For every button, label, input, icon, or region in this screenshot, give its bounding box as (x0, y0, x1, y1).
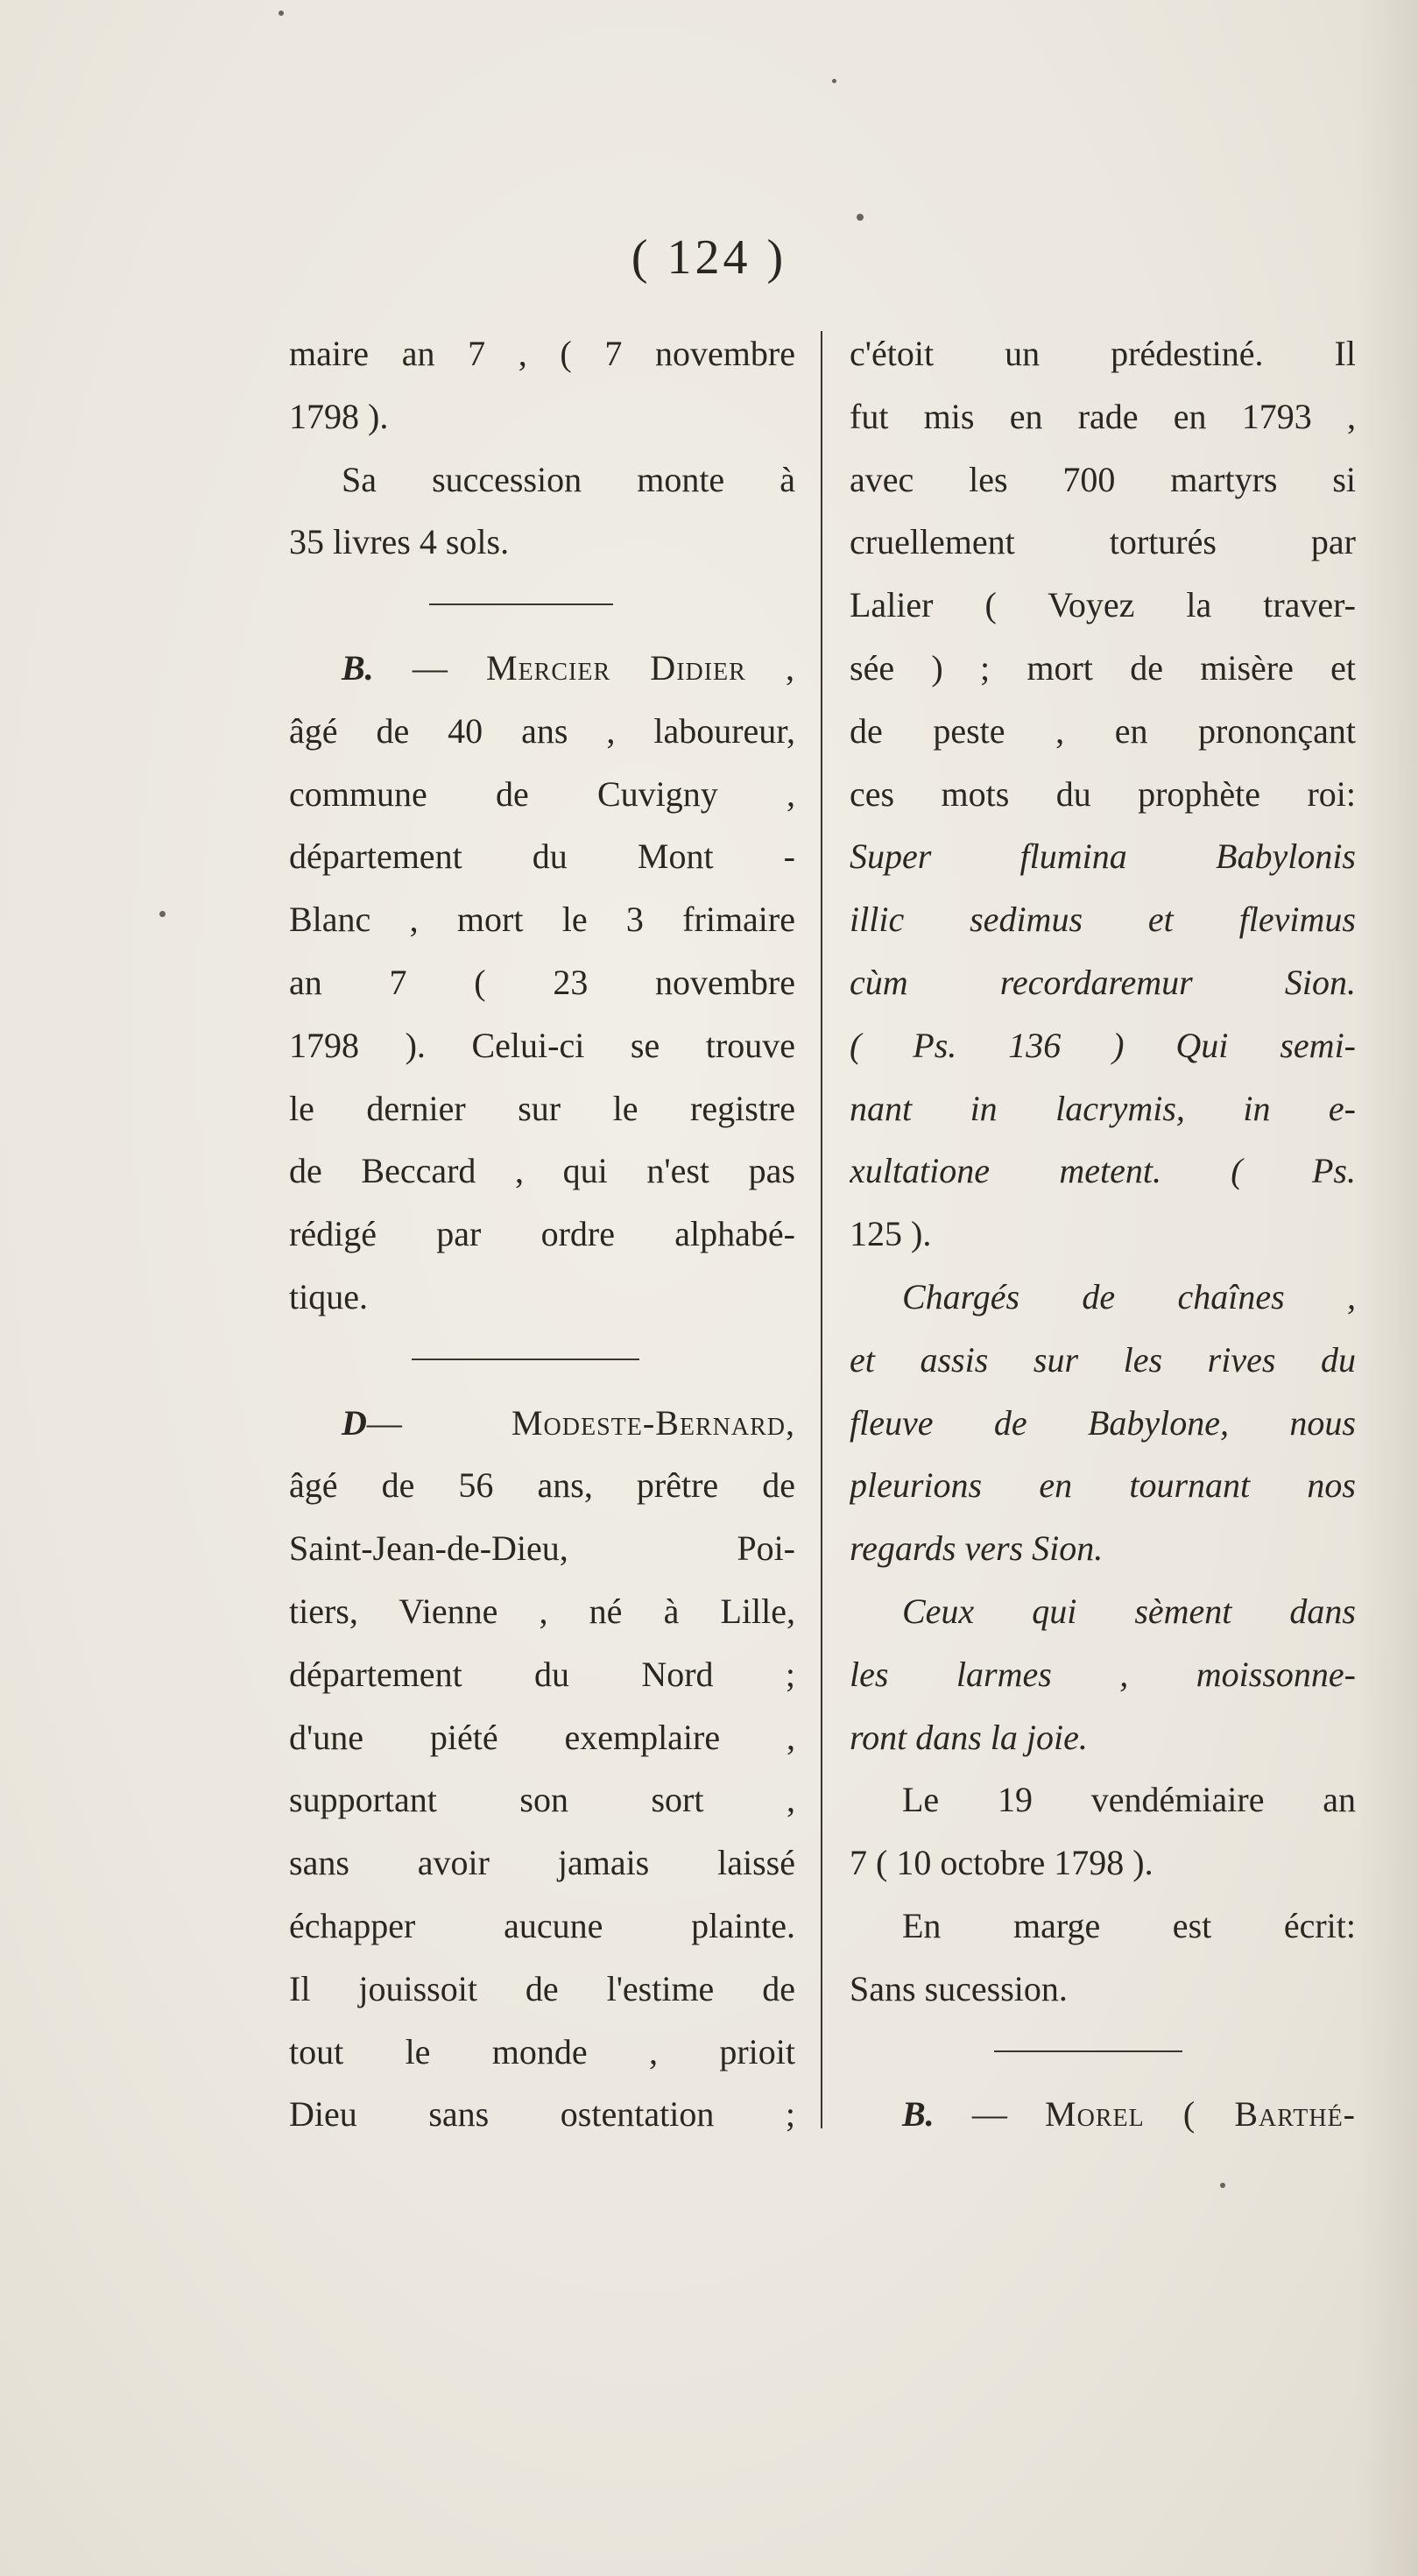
rule-line (412, 1359, 639, 1360)
latin-quote-line: Super flumina Babylonis (850, 836, 1356, 877)
text-line: fut mis en rade en 1793 , (850, 396, 1356, 436)
text-line: 35 livres 4 sols. (289, 522, 510, 562)
text-line: supportant son sort , (289, 1780, 795, 1820)
text-line: rédigé par ordre alphabé- (289, 1214, 795, 1254)
text-line: Lalier ( Voyez la traver- (850, 585, 1356, 625)
page-edge-shadow (1357, 0, 1418, 2576)
latin-quote-line: cùm recordaremur Sion. (850, 962, 1356, 1002)
text-line: de peste , en prononçant (850, 710, 1356, 751)
text-line: commune de Cuvigny , (289, 773, 795, 814)
text-line: 125 ). (850, 1214, 932, 1254)
translation-line: les larmes , moissonne- (850, 1654, 1356, 1694)
entry-name: Morel ( Barthé- (1045, 2094, 1356, 2135)
text-line: Saint-Jean-de-Dieu, Poi- (289, 1528, 795, 1569)
translation-line: ront dans la joie. (850, 1717, 1088, 1757)
text-line: maire an 7 , ( 7 novembre (289, 334, 795, 373)
entry-name: Modeste-Bernard, (511, 1402, 795, 1443)
latin-quote-line: nant in lacrymis, in e- (850, 1088, 1356, 1128)
text-line: tout le monde , prioit (289, 2031, 795, 2071)
latin-quote-line: illic sedimus et flevimus (850, 900, 1356, 940)
text-line: âgé de 56 ans, prêtre de (289, 1465, 795, 1506)
translation-line: Ceux qui sèment dans (902, 1591, 1356, 1631)
text-line: ces mots du prophète roi: (850, 773, 1356, 814)
section-separator (289, 1329, 795, 1392)
text-line: c'étoit un prédestiné. Il (850, 334, 1356, 373)
text-line: Sa succession monte à (342, 459, 795, 499)
text-line: an 7 ( 23 novembre (289, 962, 795, 1002)
entry-letter: D (342, 1402, 367, 1443)
translation-line: et assis sur les rives du (850, 1339, 1356, 1380)
translation-line: fleuve de Babylone, nous (850, 1402, 1356, 1443)
latin-quote-line: xultatione metent. ( Ps. (850, 1151, 1356, 1191)
translation-line: Chargés de chaînes , (902, 1276, 1356, 1316)
text-line: Sans sucession. (850, 1968, 1068, 2008)
text-line: 7 ( 10 octobre 1798 ). (850, 1843, 1153, 1883)
section-separator (289, 574, 795, 637)
text-line: tique. (289, 1276, 368, 1316)
rule-line (994, 2050, 1182, 2052)
text-line: âgé de 40 ans , laboureur, (289, 710, 795, 751)
entry-heading: B. — Morel ( Barthé- (902, 2094, 1356, 2135)
text-line: Dieu sans ostentation ; (289, 2094, 795, 2135)
text-line: sée ) ; mort de misère et (850, 647, 1356, 688)
entry-letter: B. (902, 2094, 935, 2135)
entry-name: Mercier Didier , (486, 647, 795, 688)
text-line: En marge est écrit: (902, 1905, 1356, 1945)
translation-line: regards vers Sion. (850, 1528, 1104, 1569)
latin-quote-line: ( Ps. 136 ) Qui semi- (850, 1025, 1356, 1065)
text-line: département du Mont - (289, 836, 795, 877)
text-line: cruellement torturés par (850, 522, 1356, 562)
text-line: département du Nord ; (289, 1654, 795, 1694)
translation-line: pleurions en tournant nos (850, 1465, 1356, 1506)
text-line: de Beccard , qui n'est pas (289, 1151, 795, 1191)
text-line: sans avoir jamais laissé (289, 1843, 795, 1883)
text-line: Le 19 vendémiaire an (902, 1780, 1356, 1820)
entry-letter: B. (342, 647, 374, 688)
page-number: ( 124 ) (631, 230, 787, 285)
section-separator (850, 2021, 1356, 2084)
rule-line (429, 603, 613, 605)
text-line: tiers, Vienne , né à Lille, (289, 1591, 795, 1631)
entry-heading: D— Modeste-Bernard, (342, 1402, 795, 1443)
text-line: 1798 ). (289, 396, 389, 436)
text-line: échapper aucune plainte. (289, 1905, 795, 1945)
text-line: d'une piété exemplaire , (289, 1717, 795, 1757)
text-line: le dernier sur le registre (289, 1088, 795, 1128)
left-column (289, 322, 795, 2146)
text-line: Il jouissoit de l'estime de (289, 1968, 795, 2008)
right-column (850, 322, 1356, 2146)
text-line: Blanc , mort le 3 frimaire (289, 900, 795, 940)
text-line: avec les 700 martyrs si (850, 459, 1356, 499)
text-line: 1798 ). Celui-ci se trouve (289, 1025, 795, 1065)
column-divider (821, 331, 822, 2128)
entry-heading: B. — Mercier Didier , (342, 647, 795, 688)
